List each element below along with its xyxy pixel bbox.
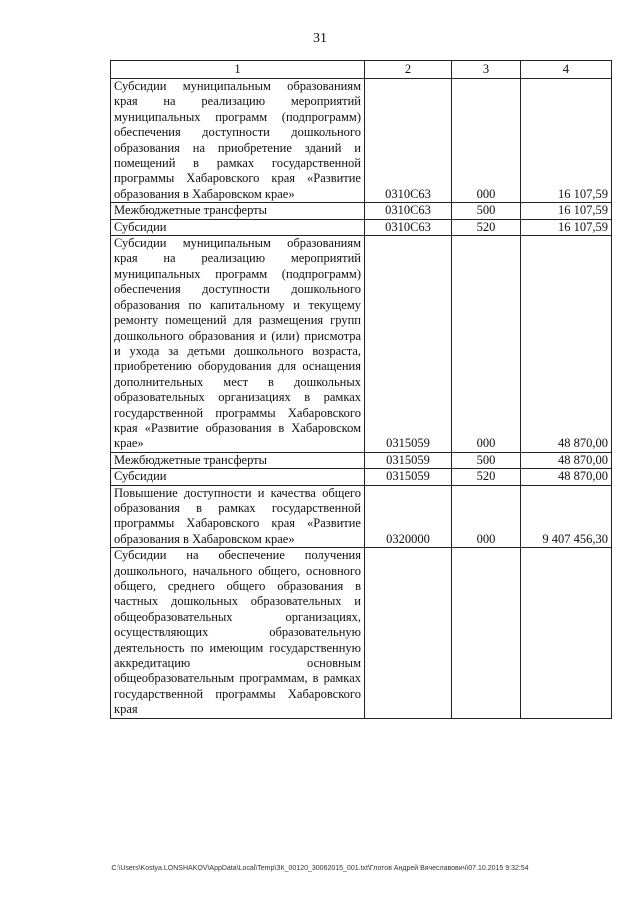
row-description: Межбюджетные трансферты — [111, 452, 365, 468]
row-amount: 48 870,00 — [521, 469, 612, 485]
row-target-code — [365, 548, 452, 718]
page-number: 31 — [313, 31, 327, 46]
row-target-code: 0315059 — [365, 469, 452, 485]
row-expense-type: 000 — [452, 485, 521, 548]
table-header-row — [111, 61, 612, 79]
row-amount: 16 107,59 — [521, 203, 612, 219]
row-expense-type: 520 — [452, 219, 521, 235]
table-row — [111, 79, 612, 203]
row-amount — [521, 548, 612, 718]
row-description: Субсидии муниципальным образованиям края на реализацию мероприятий муниципальных программ (подпрограмм) обеспечения доступности дошкольного образования по капитальному и текущему ремонту помещений для размещения групп дошкольного образования и (или) присмотра и ухода за детьми дошкольного возраста, приобретению оборудования для оснащения дополнительных мест в дошкольных образовательных организациях в рамках государственной программы Хабаровского края «Развитие образования в Хабаровском крае» — [111, 236, 365, 453]
table-row — [111, 469, 612, 485]
header-col-3: 3 — [452, 61, 521, 79]
row-description: Повышение доступности и качества общего образования в рамках государственной программы Хабаровского края «Развитие образования в Хабаровском крае» — [111, 485, 365, 548]
row-expense-type: 500 — [452, 203, 521, 219]
row-expense-type: 000 — [452, 79, 521, 203]
row-expense-type: 000 — [452, 236, 521, 453]
header-col-4: 4 — [521, 61, 612, 79]
row-target-code: 0315059 — [365, 452, 452, 468]
header-col-2: 2 — [365, 61, 452, 79]
row-target-code: 0320000 — [365, 485, 452, 548]
table-row — [111, 548, 612, 718]
row-target-code: 0310С63 — [365, 203, 452, 219]
row-target-code: 0310С63 — [365, 219, 452, 235]
row-expense-type: 500 — [452, 452, 521, 468]
row-description: Субсидии муниципальным образованиям края на реализацию мероприятий муниципальных программ (подпрограмм) обеспечения доступности дошкольного образования на приобретение зданий и помещений в рамках государственной программы Хабаровского края «Развитие образования в Хабаровском крае» — [111, 79, 365, 203]
row-description: Субсидии — [111, 469, 365, 485]
table-row — [111, 485, 612, 548]
table-row — [111, 203, 612, 219]
row-target-code: 0315059 — [365, 236, 452, 453]
row-amount: 48 870,00 — [521, 452, 612, 468]
row-expense-type — [452, 548, 521, 718]
table-row — [111, 236, 612, 453]
file-path-footer: C:\Users\Kostya.LONSHAKOV\AppData\Local\Temp\ЗК_00120_30062015_001.txt\Глотов Андрей Вячеславович\07.10.2015 9:32:54 — [111, 865, 529, 872]
row-amount: 48 870,00 — [521, 236, 612, 453]
budget-table — [110, 60, 612, 719]
row-amount: 16 107,59 — [521, 79, 612, 203]
row-description: Субсидии на обеспечение получения дошкольного, начального общего, основного общего, среднего общего образования в частных дошкольных образовательных и общеобразовательных организациях, осуществляющих образовательную деятельность по имеющим государственную аккредитацию основным общеобразовательным программам, в рамках государственной программы Хабаровского края — [111, 548, 365, 718]
table-row — [111, 219, 612, 235]
row-amount: 9 407 456,30 — [521, 485, 612, 548]
row-expense-type: 520 — [452, 469, 521, 485]
row-description: Межбюджетные трансферты — [111, 203, 365, 219]
row-amount: 16 107,59 — [521, 219, 612, 235]
row-description: Субсидии — [111, 219, 365, 235]
table-row — [111, 452, 612, 468]
row-target-code: 0310С63 — [365, 79, 452, 203]
header-col-1: 1 — [111, 61, 365, 79]
